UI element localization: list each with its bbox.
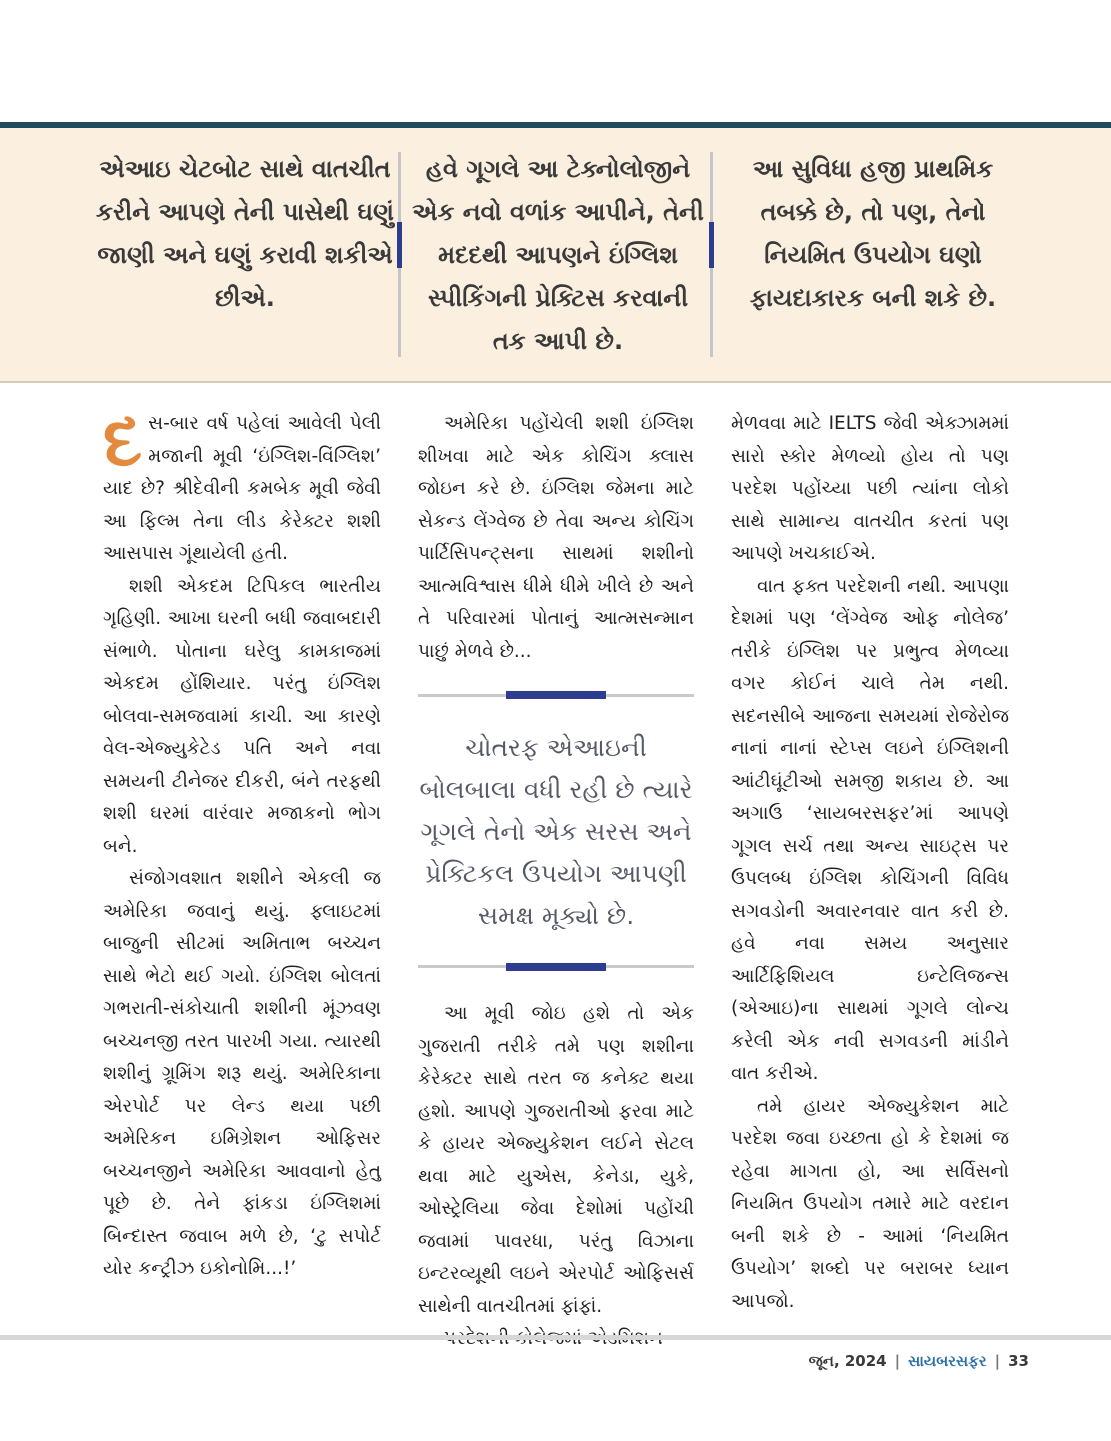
article-paragraph: સંજોગવશાત શશીને એકલી જ અમેરિકા જવાનું થયું. ફ્લાઇટમાં બાજુની સીટમાં અમિતાભ બચ્ચન સાથે ભેટો થઈ ગયો. ઇંગ્લિશ બોલતાં ગભરાતી-સંકોચાતી શશીની મૂંઝવણ બચ્ચનજી તરત પારખી ગયા. ત્યારથી શશીનું ગ્રૂમિંગ શરૂ થયું. અમેરિકાના એરપોર્ટ પર લેન્ડ થયા પછી અમેરિકન ઇમિગ્રેશન ઓફિસર બચ્ચનજીને અમેરિકા આવવાનો હેતુ પૂછે છે. તેને ફાંકડા ઇંગ્લિશમાં બિન્દાસ્ત જવાબ મળે છે, ‘ટુ સપોર્ટ યોર કન્ટ્રીઝ ઇકોનોમિ...!’ [103, 868, 381, 1279]
article-column-2 [418, 408, 694, 1356]
footer-separator: | [894, 1352, 901, 1370]
callout-divider-accent [709, 222, 714, 268]
callout-3: આ સુવિધા હજી પ્રાથમિક તબક્કે છે, તો પણ, તેનો નિયમિત ઉપયોગ ઘણો ફાયદાકારક બની શકે છે. [749, 155, 997, 312]
callout-2: હવે ગૂગલે આ ટેક્નોલોજીને એક નવો વળાંક આપીને, તેની મદદથી આપણને ઇંગ્લિશ સ્પીકિંગની પ્રેક્ટિસ કરવાની તક આપી છે. [412, 155, 704, 355]
article-paragraph: આ મૂવી જોઇ હશે તો એક ગુજરાતી તરીકે તમે પણ શશીના કેરેક્ટર સાથે તરત જ કનેક્ટ થયા હશો. આપણે ગુજરાતીઓ ફરવા માટે કે હાયર એજ્યુકેશન લઈને સેટલ થવા માટે યુએસ, કેનેડા, યુકે, ઓસ્ટ્રેલિયા જેવા દેશોમાં પહોંચી જવામાં પાવરધા, પરંતુ વિઝાના ઇન્ટરવ્યૂથી લઇને એરપોર્ટ ઓફિસર્સ સાથેની વાતચીતમાં ફાંફાં. [418, 1003, 694, 1317]
pull-quote-accent-bottom [506, 963, 606, 971]
article-paragraph: તમે હાયર એજ્યુકેશન માટે પરદેશ જવા ઇચ્છતા હો કે દેશમાં જ રહેવા માગતા હો, આ સર્વિસનો નિયમિત ઉપયોગ તમારે માટે વરદાન બની શકે છે - આમાં ‘નિયમિત ઉપયોગ’ શબ્દો પર બરાબર ધ્યાન આપજો. [731, 1095, 1009, 1312]
callout-divider-1 [398, 152, 401, 357]
drop-cap: દ [103, 400, 143, 482]
pull-quote [418, 694, 694, 968]
article-paragraph: અમેરિકા પહોંચેલી શશી ઇંગ્લિશ શીખવા માટે એક કોચિંગ ક્લાસ જોઇન કરે છે. ઇંગ્લિશ જેમના માટે સેકન્ડ લેંગ્વેજ છે તેવા અન્ય કોચિંગ પાર્ટિસિપન્ટ્સના સાથમાં શશીનો આત્મવિશ્વાસ ધીમે ધીમે ખીલે છે અને તે પરિવારમાં પોતાનું આત્મસન્માન પાછું મેળવે છે... [418, 413, 694, 662]
article-column-1 [103, 400, 381, 1286]
callout-band [0, 128, 1111, 383]
magazine-name: સાયબરસફર [908, 1352, 987, 1370]
bottom-rule [0, 1335, 1111, 1340]
article-paragraph: શશી એકદમ ટિપિકલ ભારતીય ગૃહિણી. આખા ઘરની બધી જવાબદારી સંભાળે. પોતાના ઘરેલુ કામકાજમાં એકદમ હોંશિયાર. પરંતુ ઇંગ્લિશ બોલવા-સમજવામાં કાચી. આ કારણે વેલ-એજ્યુકેટેડ પતિ અને નવા સમયની ટીનેજર દીકરી, બંને તરફથી શશી ઘરમાં વારંવાર મજાકનો ભોગ બને. [103, 575, 381, 857]
article-paragraph: વાત ફક્ત પરદેશની નથી. આપણા દેશમાં પણ ‘લેંગ્વેજ ઓફ નોલેજ’ તરીકે ઇંગ્લિશ પર પ્રભુત્વ મેળવ્યા વગર કોઈનં ચાલે તેમ નથી. સદનસીબે આજના સમયમાં રોજેરોજ નાનાં નાનાં સ્ટેપ્સ લઇને ઇંગ્લિશની આંટીઘૂંટીઓ સમજી શકાય છે. આ અગાઉ ‘સાયબરસફર’માં આપણે ગૂગલ સર્ચ તથા અન્ય સાઇટ્સ પર ઉપલબ્ધ ઇંગ્લિશ કોચિંગની વિવિધ સગવડોની અવારનવાર વાત કરી છે. હવે નવા સમય અનુસાર આર્ટિફિશિયલ ઇન્ટેલિજન્સ (એઆઇ)ના સાથમાં ગૂગલે લોન્ચ કરેલી એક નવી સગવડની માંડીને વાત કરીએ. [731, 575, 1009, 1084]
issue-date: જૂન, 2024 [808, 1352, 887, 1370]
footer-separator: | [994, 1352, 1001, 1370]
paragraph-text: સ-બાર વર્ષ પહેલાં આવેલી પેલી મજાની મૂવી ‘ઇંગ્લિશ-વિંગ્લિશ’ યાદ છે? શ્રીદેવીની કમબેક મૂવી જેવી આ ફિલ્મ તેના લીડ કેરેક્ટર શશી આસપાસ ગૂંથાયેલી હતી. [103, 413, 381, 564]
pull-quote-text: ચોતરફ એઆઇની બોલબાલા વધી રહી છે ત્યારે ગૂગલે તેનો એક સરસ અને પ્રેક્ટિકલ ઉપયોગ આપણી સમક્ષ મૂક્યો છે. [419, 733, 693, 930]
article-paragraph [103, 400, 381, 571]
callout-divider-2 [710, 152, 713, 357]
callout-divider-accent [397, 222, 402, 268]
article-column-3 [731, 408, 1009, 1318]
article-paragraph: મેળવવા માટે IELTS જેવી એક્ઝામમાં સારો સ્કોર મેળવ્યો હોય તો પણ પરદેશ પહોંચ્યા પછી ત્યાંના લોકો સાથે સામાન્ય વાતચીત કરતાં પણ આપણે ખચકાઈએ. [731, 413, 1009, 564]
callout-1: એઆઇ ચેટબોટ સાથે વાતચીત કરીને આપણે તેની પાસેથી ઘણું જાણી અને ઘણું કરાવી શકીએ છીએ. [96, 155, 394, 312]
page-number: 33 [1008, 1352, 1029, 1370]
pull-quote-accent-top [506, 691, 606, 699]
page-footer [809, 1352, 1029, 1370]
